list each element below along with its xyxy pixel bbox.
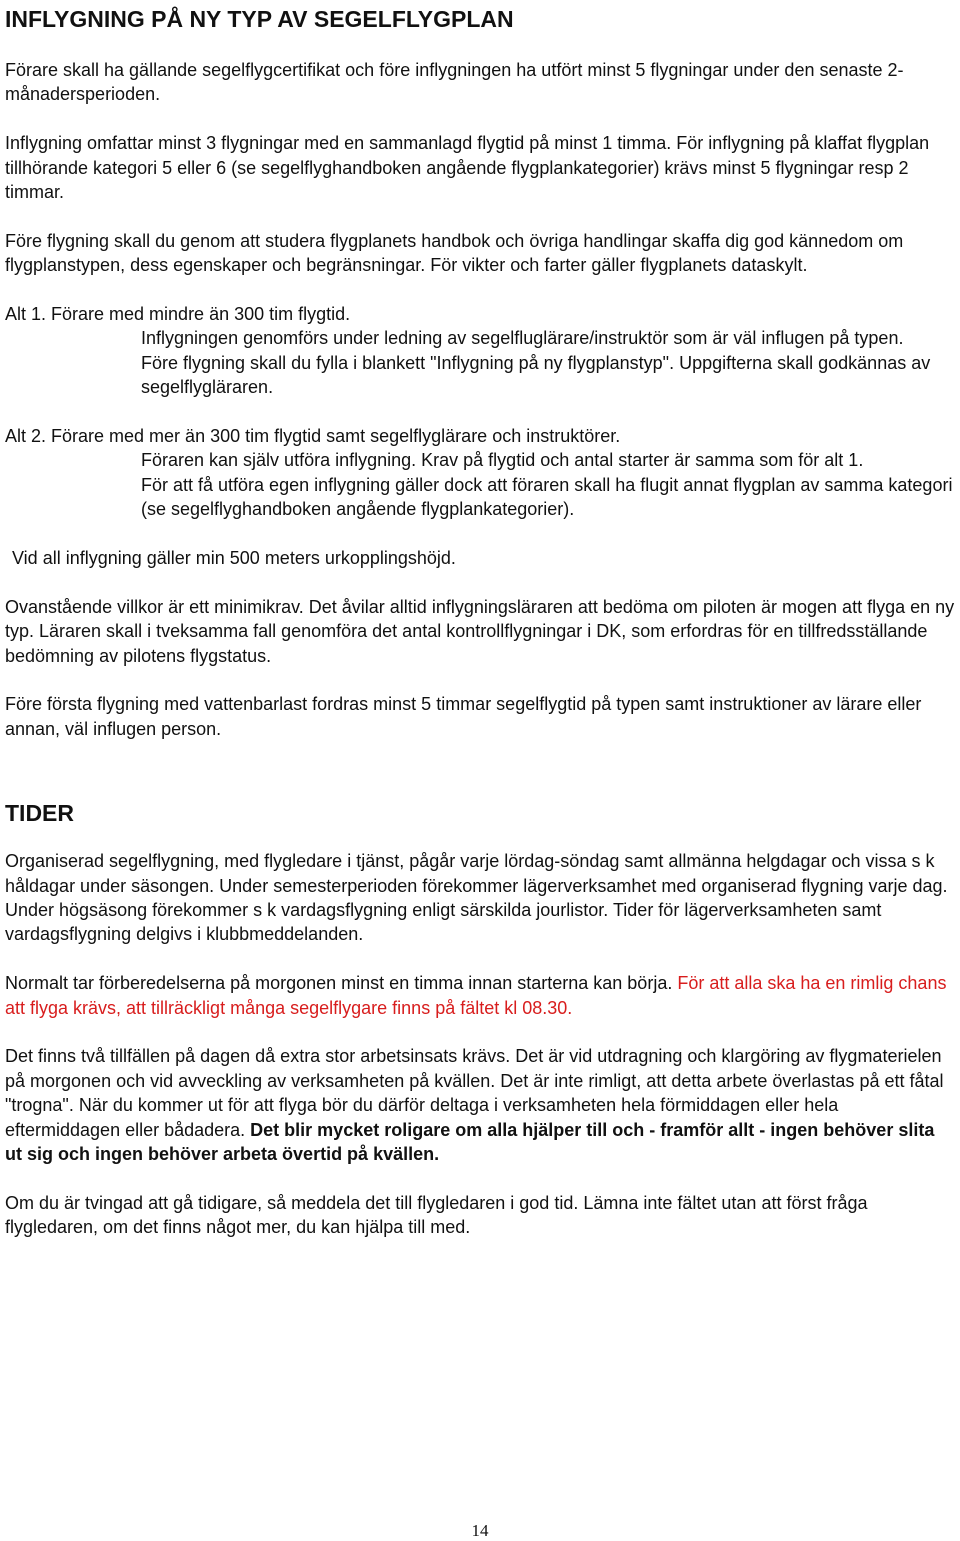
- paragraph-release-height: Vid all inflygning gäller min 500 meters urkopplingshöjd.: [12, 548, 456, 569]
- work-effort-emphasis: Det blir mycket roligare om alla hjälper till och - framför allt - ingen behöver slita ut sig och ingen behöver arbeta övertid på kvällen.: [5, 1119, 935, 1165]
- document-page: [5, 3, 955, 1240]
- work-effort-text: Det finns två tillfällen på dagen då extra stor arbetsinsats krävs. Det är vid utdragning och klargöring av flygmaterielen på morgonen och vid avveckling av verksamheten på kvällen. Det är inte rimligt, att detta arbete överlastas på ett fåtal "trogna". När du kommer ut för att flyga bör du därför deltaga i verksamheten hela förmiddagen eller hela eftermiddagen eller bådadera.: [5, 1046, 944, 1140]
- alt1-block: [5, 302, 955, 400]
- morning-preparation-text: Normalt tar förberedelserna på morgonen minst en timma innan starterna kan börja.: [5, 973, 678, 994]
- paragraph-leaving-early: Om du är tvingad att gå tidigare, så meddela det till flygledaren i god tid. Lämna inte fältet utan att först fråga flygledaren, om det finns något mer, du kan hjälpa till med.: [5, 1192, 868, 1238]
- alt1-line2: Före flygning skall du fylla i blankett "Inflygning på ny flygplanstyp". Uppgifterna skall godkännas av segelflygläraren.: [141, 352, 931, 398]
- alt2-line1: Föraren kan själv utföra inflygning. Krav på flygtid och antal starter är samma som för alt 1.: [141, 450, 864, 471]
- alt2-line2: För att få utföra egen inflygning gäller dock att föraren skall ha flugit annat flygplan av samma kategori (se segelflyghandboken angående flygplankategorier).: [141, 474, 953, 520]
- paragraph-work-effort: [5, 1044, 955, 1166]
- paragraph-organized-flying: Organiserad segelflygning, med flygledare i tjänst, pågår varje lördag-söndag samt allmänna helgdagar och vissa s k håldagar under säsongen. Under semesterperioden förekommer lägerverksamhet med organiserad flygning varje dag. Under högsäsong förekommer s k vardagsflygning enligt särskilda jourlistor. Tider för lägerverksamheten samt vardagsflygning delgivs i klubbmeddelanden.: [5, 851, 948, 945]
- alt2-block: [5, 424, 955, 522]
- alt1-line1: Inflygningen genomförs under ledning av segelfluglärare/instruktör som är väl influgen på typen.: [141, 328, 904, 349]
- paragraph-certificate-requirement: Förare skall ha gällande segelflygcertifikat och före inflygningen ha utfört minst 5 flygningar under den senaste 2-månadersperioden.: [5, 60, 904, 105]
- alt1-heading: Alt 1. Förare med mindre än 300 tim flygtid.: [5, 304, 351, 325]
- alt2-heading: Alt 2. Förare med mer än 300 tim flygtid samt segelflyglärare och instruktörer.: [5, 426, 621, 447]
- paragraph-preflight-study: Före flygning skall du genom att studera flygplanets handbok och övriga handlingar skaffa dig god kännedom om flygplanstypen, dess egenskaper och begränsningar. För vikter och farter gäller flygplanets dataskylt.: [5, 230, 904, 276]
- section-title-inflygning: INFLYGNING PÅ NY TYP AV SEGELFLYGPLAN: [5, 6, 514, 32]
- section-title-tider: TIDER: [5, 800, 74, 827]
- paragraph-flight-requirement: Inflygning omfattar minst 3 flygningar med en sammanlagd flygtid på minst 1 timma. För inflygning på klaffat flygplan tillhörande kategori 5 eller 6 (se segelflyghandboken angående flygplankategorier) krävs minst 5 flygningar resp 2 timmar.: [5, 133, 930, 203]
- arrival-time-highlight: För att alla ska ha en rimlig chans att flyga krävs, att tillräckligt många segelflygare finns på fältet kl 08.30.: [5, 973, 947, 1018]
- paragraph-morning-preparation: [5, 971, 955, 1020]
- paragraph-water-ballast: Före första flygning med vattenbarlast fordras minst 5 timmar segelflygtid på typen samt instruktioner av lärare eller annan, väl influgen person.: [5, 694, 922, 739]
- page-number: 14: [471, 1521, 489, 1540]
- paragraph-minimum-requirement: Ovanstående villkor är ett minimikrav. Det åvilar alltid inflygningsläraren att bedöma om piloten är mogen att flyga en ny typ. Läraren skall i tveksamma fall genomföra det antal kontrollflygningar i DK, som erfordras för en tillfredsställande bedömning av pilotens flygstatus.: [5, 596, 955, 666]
